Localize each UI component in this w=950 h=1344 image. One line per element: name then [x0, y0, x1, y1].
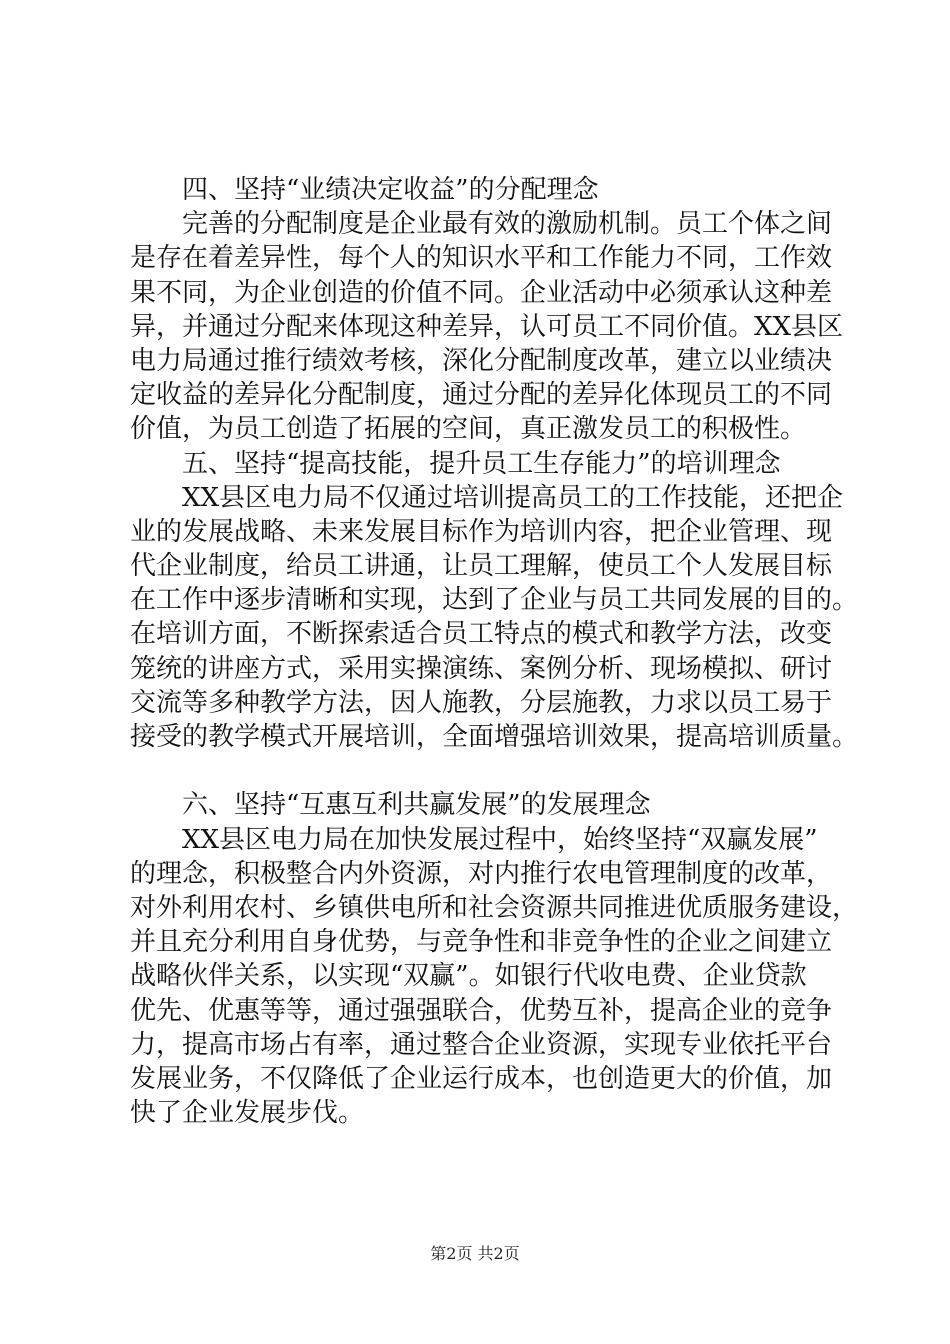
paragraph-line: 的理念，积极整合内外资源，对内推行农电管理制度的改革，: [130, 858, 833, 889]
paragraph-line: 业的发展战略、未来发展目标作为培训内容，把企业管理、现: [130, 516, 833, 547]
paragraph-line: 价值，为员工创造了拓展的空间，真正激发员工的积极性。: [130, 414, 807, 445]
paragraph-line: 电力局通过推行绩效考核，深化分配制度改革，建立以业绩决: [130, 345, 833, 376]
section-heading-4: 四、坚持“业绩决定收益”的分配理念: [182, 175, 599, 205]
page-footer: 第2页 共2页: [430, 1244, 520, 1263]
paragraph-line: 战略伙伴关系，以实现“双赢”。如银行代收电费、企业贷款: [130, 961, 807, 992]
paragraph-line: 在工作中逐步清晰和实现，达到了企业与员工共同发展的目的。: [130, 585, 859, 616]
paragraph-line: 接受的教学模式开展培训，全面增强培训效果，提高培训质量。: [130, 722, 859, 752]
paragraph-line: XX县区电力局不仅通过培训提高员工的工作技能，还把企: [182, 482, 844, 513]
paragraph-line: 在培训方面，不断探索适合员工特点的模式和教学方法，改变: [130, 619, 833, 650]
paragraph-line: XX县区电力局在加快发展过程中，始终坚持“双赢发展”: [182, 824, 818, 855]
paragraph-line: 发展业务，不仅降低了企业运行成本，也创造更大的价值，加: [130, 1063, 833, 1094]
paragraph-line: 是存在着差异性，每个人的知识水平和工作能力不同，工作效: [130, 243, 833, 274]
paragraph-line: 完善的分配制度是企业最有效的激励机制。员工个体之间: [182, 209, 833, 240]
blank-line: [130, 754, 850, 788]
document-body: [130, 173, 859, 1130]
paragraph-line: 对外利用农村、乡镇供电所和社会资源共同推进优质服务建设，: [130, 892, 859, 923]
paragraph-line: 交流等多种教学方法，因人施教，分层施教，力求以员工易于: [130, 687, 833, 718]
paragraph-line: 果不同，为企业创造的价值不同。企业活动中必须承认这种差: [130, 277, 833, 308]
paragraph-line: 快了企业发展步伐。: [130, 1098, 365, 1129]
section-heading-6: 六、坚持“互惠互利共赢发展”的发展理念: [182, 790, 651, 821]
paragraph-line: 代企业制度，给员工讲通，让员工理解，使员工个人发展目标: [130, 551, 833, 582]
paragraph-line: 定收益的差异化分配制度，通过分配的差异化体现员工的不同: [130, 380, 833, 411]
paragraph-line: 并且充分利用自身优势，与竞争性和非竞争性的企业之间建立: [130, 927, 833, 958]
paragraph-line: 优先、优惠等等，通过强强联合，优势互补，提高企业的竞争: [130, 995, 833, 1026]
paragraph-line: 笼统的讲座方式，采用实操演练、案例分析、现场模拟、研讨: [130, 653, 833, 684]
paragraph-line: 异，并通过分配来体现这种差异，认可员工不同价值。XX县区: [130, 311, 844, 342]
section-heading-5: 五、坚持“提高技能，提升员工生存能力”的培训理念: [182, 448, 781, 479]
paragraph-line: 力，提高市场占有率，通过整合企业资源，实现专业依托平台: [130, 1029, 833, 1060]
